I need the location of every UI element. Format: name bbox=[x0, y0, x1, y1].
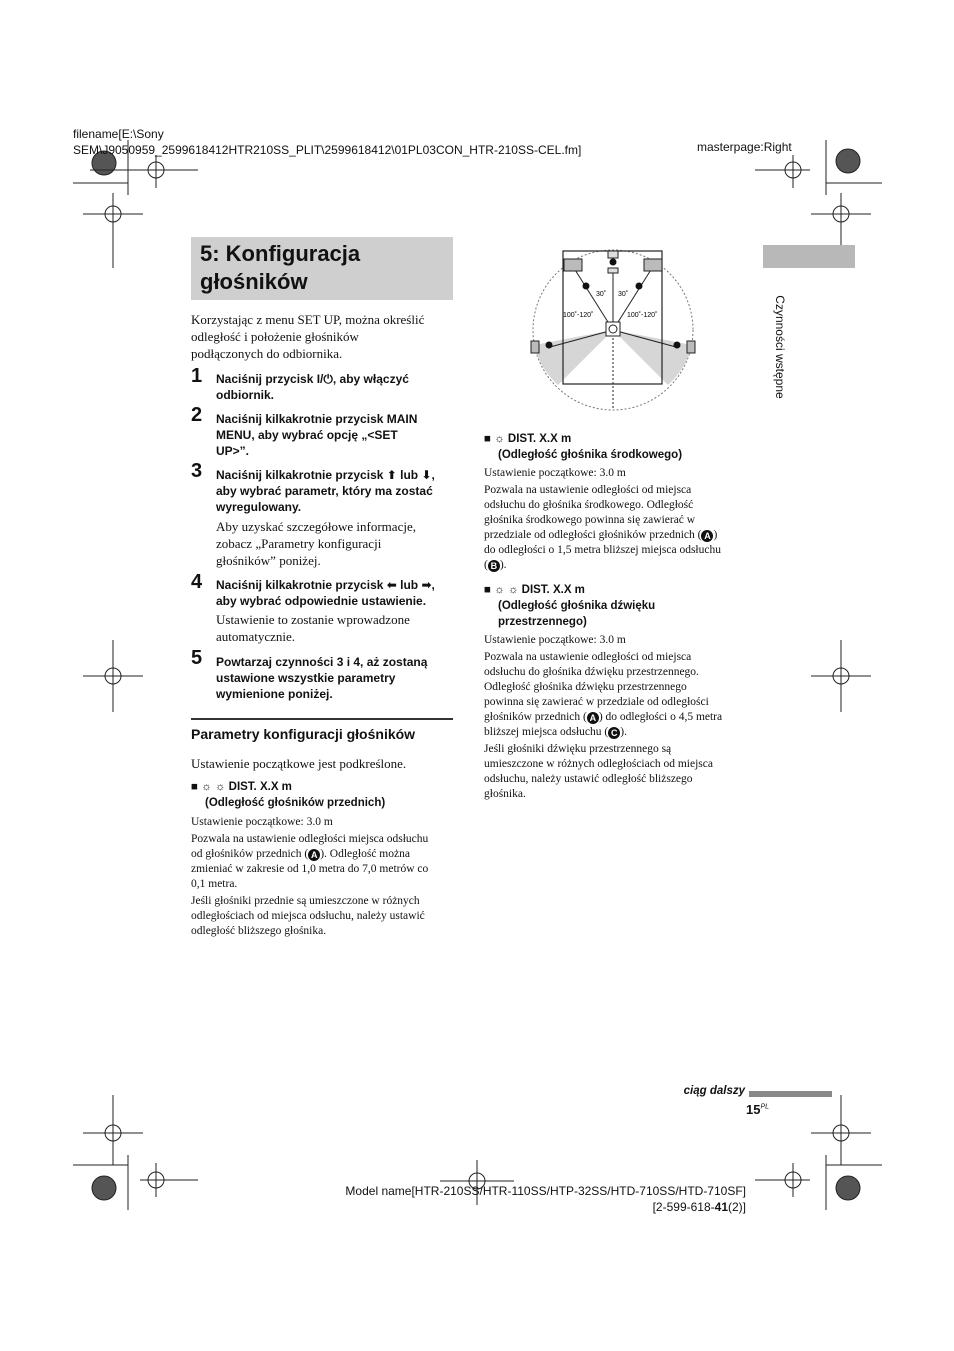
center-speaker-icon: ☼ bbox=[494, 433, 505, 445]
page-title-line-1: 5: Konfiguracja bbox=[200, 241, 361, 266]
speaker-center bbox=[608, 268, 618, 273]
step-2-text: Naciśnij kilkakrotnie przycisk MAIN MENU, aby wybrać opcję „<SET UP>”. bbox=[216, 412, 418, 458]
front-speaker-icon: ☼ ☼ bbox=[201, 781, 226, 793]
side-section-label: Czynności wstępne bbox=[773, 295, 787, 399]
masterpage-label: masterpage:Right bbox=[697, 140, 792, 154]
section-rule bbox=[191, 718, 453, 720]
step-4-text: Naciśnij kilkakrotnie przycisk ⬅ lub ➡, aby wybrać odpowiednie ustawienie. bbox=[216, 578, 435, 608]
param-surround-body: Ustawienie początkowe: 3.0 m Pozwala na ustawienie odległości od miejsca odsłuchu do głośnika dźwięku przestrzennego. Odległość głośnika dźwięku przestrzennego powinna się zawierać w przedziale od odległości głośników przednich ( A ) do odległości o 4,5 metra bliższej miejsca odsłuchu ( C ). Jeśli głośniki dźwięku przestrzennego są umieszczone w różnych odległościach od miejsca odsłuchu, należy ustawić odległość bliższego głośnika. bbox=[484, 634, 723, 800]
filename-line-2: SEM\J9050959_2599618412HTR210SS_PLIT\2599618412\01PL03CON_HTR-210SS-CEL.fm] bbox=[73, 143, 582, 157]
shade-left bbox=[534, 330, 613, 385]
page-number: $15^{PL}$ bbox=[746, 1102, 770, 1117]
tv-icon bbox=[608, 251, 618, 258]
param-center-heading: ■ ☼ DIST. X.X m (Odległość głośnika środkowego) bbox=[484, 433, 683, 461]
continued-bar bbox=[749, 1091, 832, 1097]
speaker-surround-left bbox=[531, 341, 539, 353]
section-heading: Parametry konfiguracji głośników bbox=[191, 726, 416, 742]
step-number-3: 3 bbox=[191, 460, 203, 482]
marker-c: C bbox=[608, 727, 620, 739]
angle-label-wide-right: 100˚-120˚ bbox=[627, 312, 658, 319]
param-front-heading: ■ ☼ ☼ DIST. X.X m (Odległość głośników przednich) bbox=[191, 781, 386, 809]
step-number-5: 5 bbox=[191, 647, 203, 669]
step-4-note: Ustawienie to zostanie wprowadzone automatycznie. bbox=[216, 612, 410, 644]
speaker-surround-right bbox=[687, 341, 695, 353]
marker-a: A bbox=[308, 849, 320, 861]
listener-icon bbox=[606, 322, 620, 336]
step-3-note: Aby uzyskać szczegółowe informacje, zobacz „Parametry konfiguracji głośników” poniżej. bbox=[216, 519, 416, 568]
document-code: [2-599-618-41(2)] bbox=[652, 1200, 746, 1214]
section-note: Ustawienie początkowe jest podkreślone. bbox=[191, 756, 407, 771]
step-number-4: 4 bbox=[191, 571, 203, 593]
step-number-2: 2 bbox=[191, 404, 203, 426]
marker-b: B bbox=[488, 560, 500, 572]
shade-right bbox=[613, 330, 692, 385]
speaker-front-left bbox=[564, 259, 582, 271]
angle-label-right: 30˚ bbox=[618, 291, 629, 298]
speaker-front-right bbox=[644, 259, 662, 271]
surround-speaker-icon: ☼ ☼ bbox=[494, 584, 519, 596]
model-name: Model name[HTR-210SS/HTR-110SS/HTP-32SS/HTD-710SS/HTD-710SF] bbox=[345, 1184, 746, 1198]
page-title-line-2: głośników bbox=[200, 269, 308, 294]
angle-label-wide-left: 100˚-120˚ bbox=[563, 312, 594, 319]
param-front-body: Ustawienie początkowe: 3.0 m Pozwala na ustawienie odległości miejsca odsłuchu od głośników przednich ( A ). Odległość można zmieniać w zakresie od 1,0 metra do 7,0 metrów co 0,1 metra. Jeśli głośniki przednie są umieszczone w różnych odległościach od miejsca odsłuchu, należy ustawić odległość bliższego głośnika. bbox=[191, 816, 429, 937]
step-1-text: Naciśnij przycisk I/⏻, aby włączyć odbiornik. bbox=[216, 372, 409, 402]
angle-label-left: 30˚ bbox=[596, 291, 607, 298]
continued-label: ciąg dalszy bbox=[683, 1085, 745, 1097]
param-center-body: Ustawienie początkowe: 3.0 m Pozwala na ustawienie odległości od miejsca odsłuchu do głośnika środkowego. Odległość głośnika środkowego powinna się zawierać w przedziale od odległości głośników przednich ( A ) do odległości o 1,5 metra bliższej miejsca odsłuchu ( B ). bbox=[484, 467, 721, 571]
step-3-text: Naciśnij kilkakrotnie przycisk ⬆ lub ⬇, aby wybrać parametr, który ma zostać wyregulowany. bbox=[216, 468, 435, 514]
filename-line-1: filename[E:\Sony bbox=[73, 127, 164, 141]
step-5-text: Powtarzaj czynności 3 i 4, aż zostaną ustawione wszystkie parametry wymienione poniżej. bbox=[216, 655, 428, 701]
speaker-placement-diagram bbox=[528, 245, 698, 420]
step-number-1: 1 bbox=[191, 365, 203, 387]
page-title-box bbox=[191, 237, 453, 300]
param-surround-heading: ■ ☼ ☼ DIST. X.X m (Odległość głośnika dźwięku przestrzennego) bbox=[484, 584, 656, 628]
intro-paragraph: Korzystając z menu SET UP, można określić odległość i położenie głośników podłączonych do odbiornika. bbox=[191, 312, 425, 361]
